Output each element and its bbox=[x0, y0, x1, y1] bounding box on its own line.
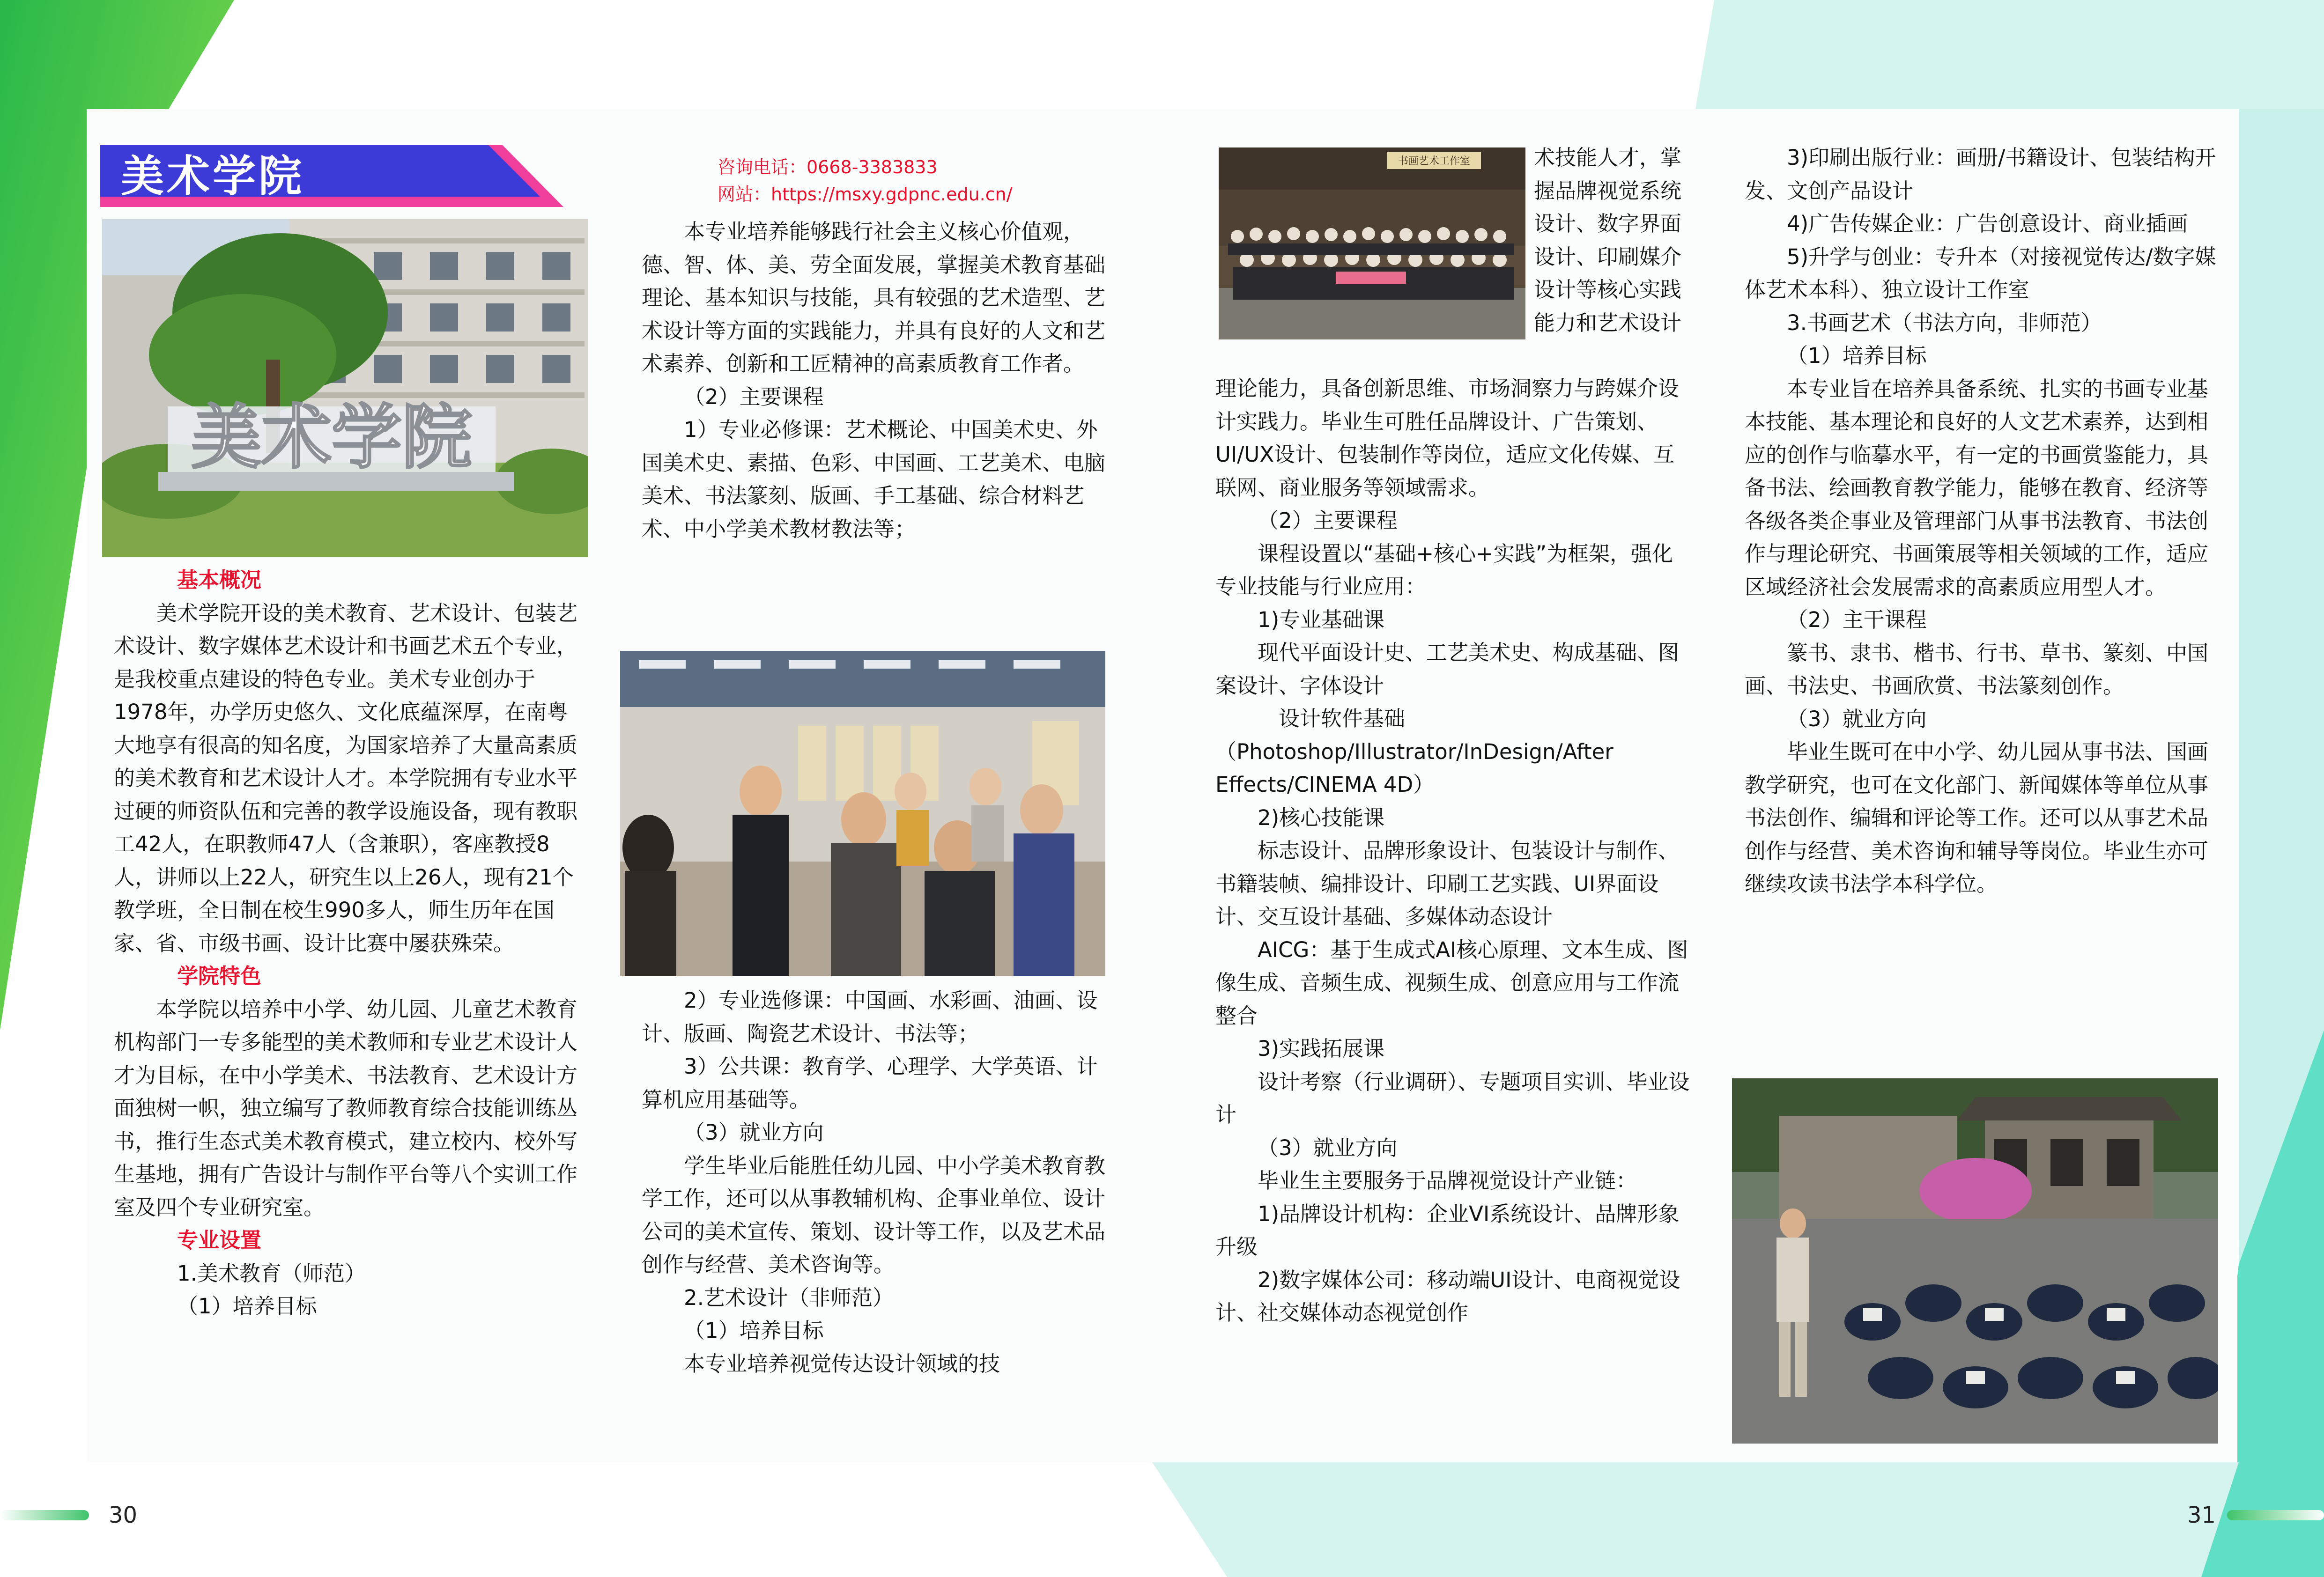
column-4 bbox=[1745, 141, 2218, 901]
column-1 bbox=[114, 564, 580, 1323]
goal-2-text-side: 术技能人才，掌握品牌视觉系统设计、数字界面设计、印刷媒介设计等核心实践能力和艺术设计 bbox=[1534, 145, 1682, 335]
left-page-number: 30 bbox=[109, 1502, 138, 1528]
career-2-item-2: 2)数字媒体公司：移动端UI设计、电商视觉设计、社交媒体动态视觉创作 bbox=[1215, 1267, 1680, 1325]
column-2-lower bbox=[642, 984, 1105, 1380]
feature-text: 本学院以培养中小学、幼儿园、儿童艺术教育机构部门一专多能型的美术教师和专业艺术设计人才为目标，在中小学美术、书法教育、艺术设计方面独树一帜，独立编写了教师教育综合技能训练丛书，推行生态式美术教育模式，建立校内、校外写生基地，拥有广告设计与制作平台等八个实训工作室及四个专业研究室。 bbox=[114, 996, 578, 1220]
goal-3-text: 本专业旨在培养具备系统、扎实的书画专业基本技能、基本理论和良好的人文艺术素养，达到相应的创作与临摹水平，有一定的书画赏鉴能力，具备书法、绘画教育教学能力，能够在教育、经济等各级各类企事业及管理部门从事书法教育、书法创作与理论研究、书画策展等相关领域的工作，适应区域经济社会发展需求的高素质应用型人才。 bbox=[1745, 376, 2209, 599]
basic-courses: 现代平面设计史、工艺美术史、构成基础、图案设计、字体设计 bbox=[1215, 640, 1680, 698]
goal-2-heading: （1）培养目标 bbox=[684, 1318, 824, 1343]
software-list: （Photoshop/Illustrator/InDesign/After Effects/CINEMA 4D） bbox=[1215, 739, 1613, 797]
career-3-heading: （3）就业方向 bbox=[1787, 706, 1927, 731]
group-photo bbox=[1219, 147, 1525, 339]
practice-courses: 设计考察（行业调研）、专题项目实训、毕业设计 bbox=[1215, 1069, 1690, 1127]
software-heading: 设计软件基础 bbox=[1279, 706, 1406, 731]
career-heading: （3）就业方向 bbox=[684, 1120, 824, 1145]
overview-text: 美术学院开设的美术教育、艺术设计、包装艺术设计、数字媒体艺术设计和书画艺术五个专业，是我校重点建设的特色专业。美术专业创办于1978年，办学历史悠久、文化底蕴深厚，在南粤大地享有很高的知名度，为国家培养了大量高素质的美术教育和艺术设计人才。本学院拥有专业水平过硬的师资队伍和完善的教学设施设备，现有教职工42人，在职教师47人（含兼职），客座教授8人，讲师以上22人，研究生以上26人，现有21个教学班，全日制在校生990多人，师生历年在国家、省、市级书画、设计比赛中屡获殊荣。 bbox=[114, 600, 578, 956]
courses-2-heading: （2）主要课程 bbox=[1258, 508, 1398, 533]
column-2 bbox=[642, 215, 1105, 545]
page-title: 美术学院 bbox=[121, 151, 305, 201]
goal-2-text-start: 本专业培养视觉传达设计领域的技 bbox=[684, 1351, 1000, 1376]
career-2-item-5: 5)升学与创业：专升本（对接视觉传达/数字媒体艺术本科）、独立设计工作室 bbox=[1745, 244, 2216, 302]
right-page-bar bbox=[2227, 1510, 2324, 1520]
courses-2-intro: 课程设置以“基础+核心+实践”为框架，强化专业技能与行业应用： bbox=[1215, 541, 1673, 599]
goal-3-heading: （1）培养目标 bbox=[1787, 343, 1927, 368]
goal-2-text-cont: 理论能力，具备创新思维、市场洞察力与跨媒介设计实践力。毕业生可胜任品牌设计、广告策划、UI/UX设计、包装制作等岗位，适应文化传媒、互联网、商业服务等领域需求。 bbox=[1215, 376, 1680, 500]
campus-sign-text: 美术学院 bbox=[191, 397, 473, 479]
heading-feature: 学院特色 bbox=[177, 964, 262, 988]
group-banner-text: 书画艺术工作室 bbox=[1398, 155, 1471, 167]
column-3 bbox=[1215, 372, 1693, 1330]
campus-sign-photo bbox=[102, 219, 588, 557]
elective-courses: 2）专业选修课：中国画、水彩画、油画、设计、版画、陶瓷艺术设计、书法等； bbox=[642, 988, 1098, 1046]
gallery-visit-photo bbox=[620, 651, 1105, 976]
major-3-title: 3.书画艺术（书法方向，非师范） bbox=[1787, 310, 2102, 335]
contact-info bbox=[718, 154, 1013, 208]
goal-1-heading: （1）培养目标 bbox=[177, 1294, 317, 1319]
career-2-heading: （3）就业方向 bbox=[1258, 1135, 1398, 1160]
courses-3-heading: （2）主干课程 bbox=[1787, 607, 1927, 632]
practice-courses-heading: 3)实践拓展课 bbox=[1258, 1036, 1385, 1061]
required-courses: 1）专业必修课：艺术概论、中国美术史、外国美术史、素描、色彩、中国画、工艺美术、电脑美术、书法篆刻、版画、手工基础、综合材料艺术、中小学美术教材教法等； bbox=[642, 417, 1106, 541]
goal-1-text: 本专业培养能够践行社会主义核心价值观，德、智、体、美、劳全面发展，掌握美术教育基础理论、基本知识与技能，具有较强的艺术造型、艺术设计等方面的实践能力，并具有良好的人文和艺术素养、创新和工匠精神的高素质教育工作者。 bbox=[642, 219, 1106, 376]
phone-text: 咨询电话：0668-3383833 bbox=[718, 157, 938, 177]
column-3-side bbox=[1534, 141, 1693, 339]
courses-3-text: 篆书、隶书、楷书、行书、草书、篆刻、中国画、书法史、书画欣赏、书法篆刻创作。 bbox=[1745, 640, 2209, 698]
career-2-item-1: 1)品牌设计机构：企业VI系统设计、品牌形象升级 bbox=[1215, 1201, 1680, 1259]
public-courses: 3）公共课：教育学、心理学、大学英语、计算机应用基础等。 bbox=[642, 1054, 1098, 1112]
basic-courses-heading: 1)专业基础课 bbox=[1258, 607, 1385, 632]
aicg-courses: AICG：基于生成式AI核心原理、文本生成、图像生成、音频生成、视频生成、创意应用与工作流整合 bbox=[1215, 937, 1688, 1028]
career-2-text: 毕业生主要服务于品牌视觉设计产业链： bbox=[1258, 1168, 1637, 1193]
career-3-text: 毕业生既可在中小学、幼儿园从事书法、国画教学研究，也可在文化部门、新闻媒体等单位从事书法创作、编辑和评论等工作。还可以从事艺术品创作与经营、美术咨询和辅导等岗位。毕业生亦可继续攻读书法学本科学位。 bbox=[1745, 739, 2209, 896]
core-courses: 标志设计、品牌形象设计、包装设计与制作、书籍装帧、编排设计、印刷工艺实践、UI界面设计、交互设计基础、多媒体动态设计 bbox=[1215, 838, 1680, 929]
career-2-item-4: 4)广告传媒企业：广告创意设计、商业插画 bbox=[1787, 211, 2188, 236]
major-1-title: 1.美术教育（师范） bbox=[177, 1260, 366, 1286]
career-2-item-3: 3)印刷出版行业：画册/书籍设计、包装结构开发、文创产品设计 bbox=[1745, 145, 2216, 203]
outdoor-sketching-photo bbox=[1732, 1078, 2218, 1444]
heading-overview: 基本概况 bbox=[177, 567, 262, 592]
right-page-number: 31 bbox=[2187, 1502, 2216, 1528]
core-courses-heading: 2)核心技能课 bbox=[1258, 805, 1385, 830]
heading-major: 专业设置 bbox=[177, 1228, 262, 1253]
courses-heading: （2）主要课程 bbox=[684, 384, 824, 409]
major-2-title: 2.艺术设计（非师范） bbox=[684, 1285, 894, 1310]
left-page-bar bbox=[0, 1510, 89, 1520]
website-text: 网站：https://msxy.gdpnc.edu.cn/ bbox=[718, 184, 1013, 205]
career-text: 学生毕业后能胜任幼儿园、中小学美术教育教学工作，还可以从事教辅机构、企事业单位、设计公司的美术宣传、策划、设计等工作，以及艺术品创作与经营、美术咨询等。 bbox=[642, 1153, 1106, 1277]
